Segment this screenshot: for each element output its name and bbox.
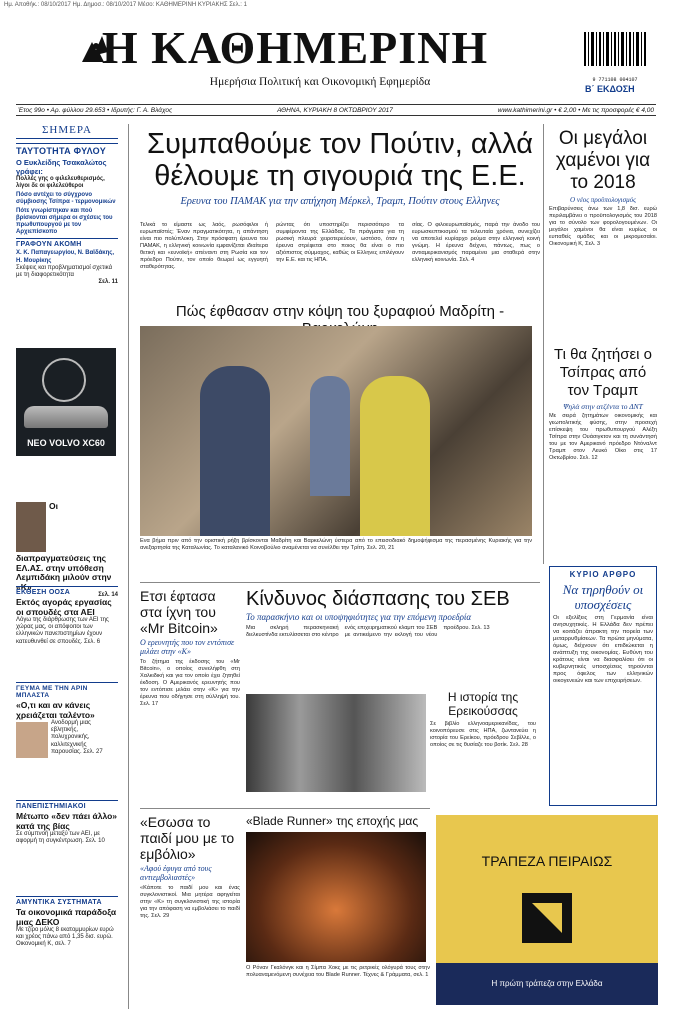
editorial-label: ΚΥΡΙΟ ΑΡΘΡΟ — [569, 570, 637, 579]
lead-subheadline: Ερευνα του ΠΑΜΑΚ για την απήχηση Μέρκελ, Τραμπ, Πούτιν στους Ελληνες — [180, 196, 500, 207]
section-divider — [140, 808, 430, 809]
piraeus-bank-advertisement[interactable] — [436, 815, 658, 1005]
barcelona-protest-photo[interactable] — [140, 326, 532, 536]
masthead-title: Η ΚΑΘΗΜΕΡΙΝΗ — [101, 22, 489, 73]
volvo-tagline: NEO VOLVO XC60 — [27, 438, 105, 448]
erekousa-story[interactable] — [430, 690, 536, 749]
sev-story[interactable] — [246, 588, 536, 655]
graph-summary: Σκέψεις και προβληματισμοί σχετικά με τη διαφορετικότητα — [16, 264, 113, 279]
interview-section: ΓΕΥΜΑ ΜΕ ΤΗΝ ΑΡΙΝ ΜΠΛΑΣΤΑ — [16, 682, 118, 699]
historic-photo[interactable] — [246, 694, 426, 792]
budget-body: Επιβαρύνσεις άνω των 1,8 δισ. ευρώ περιλαμβάνει ο προϋπολογισμός του 2018 για το σύνολο των φορολογουμένων. Οι μεγάλοι χαμένοι θα είναι κυρίως οι ευπαθείς ομάδες και οι μικρομεσαίοι. Οικονομική Κ, Σελ. 3 — [549, 206, 657, 247]
erekousa-headline: Η ιστορία της Ερεικούσσας — [447, 690, 519, 718]
info-bar — [16, 104, 656, 116]
blade-runner-story[interactable] — [246, 814, 430, 979]
archive-strip: Ημ. Αποθήκ.: 08/10/2017 Ημ. Δημοσ.: 08/10/2017 Μέσο: ΚΑΘΗΜΕΡΙΝΗ ΚΥΡΙΑΚΗΣ Σελ.: 1 — [4, 2, 247, 8]
bitcoin-story[interactable] — [140, 588, 240, 708]
person-photo — [16, 502, 46, 552]
volvo-logo-icon — [42, 358, 86, 402]
edition-label: Β΄ ΕΚΔΟΣΗ — [585, 84, 635, 94]
section-divider — [140, 582, 540, 583]
defense-section: ΑΜΥΝΤΙΚΑ ΣΥΣΤΗΜΑΤΑ — [16, 896, 118, 906]
lead-body-col1: Τελικά το είμαστε ως λαός, ρωσόφιλοι ή ευρωπαϊστές; Έναν πραγματικότητα, η απάντηση είναι πιο πολύπλοκη. Στην πρόσφατη έρευνα του ΠΑΜΑΚ, η ελληνική κοινωνία εμφανίζεται ιδιαίτερα θετική και «ευνοϊκή» απέναντι στη Ρωσία και τον πρόεδρο Πούτιν, τον οποίο θεωρεί ως εγγυητή σταθερότητας. — [140, 222, 268, 270]
section-identity: ΤΑΥΤΟΤΗΤΑ ΦΥΛΟΥ — [16, 143, 118, 156]
vaccine-body: «Κάποτε το παιδί μου και ένας συγκλονιστικοί. Μια μητέρα αφηγείται στην «Κ» τη συγκλονιστική της ιστορία για την απόφαση να εμβολιάσει το παιδί της. Σελ. 29 — [140, 885, 240, 919]
lead-headline[interactable]: Συμπαθούμε τον Πούτιν, αλλά θέλουμε τη σιγουριά της Ε.Ε. — [147, 128, 533, 192]
oosa-body: Λόγω της διάρθρωσης των ΑΕΙ της χώρας μας, οι απόφοιτοι των ελληνικών πανεπιστημίων έχουν κατευθυνθεί σε σπουδές. Σελ. 6 — [16, 617, 109, 645]
blade-runner-headline: «Blade Runner» της εποχής μας — [246, 814, 419, 828]
protester-figure — [200, 366, 270, 536]
interview-body: Ανοδορμή μιας εβλητικής, πολυχρονικής, καλλιτεχνικής παρουσίας. Σελ. 27 — [51, 720, 103, 755]
column-divider — [543, 124, 544, 564]
editorial-headline: Να τηρηθούν οι υποσχέσεις — [562, 582, 644, 612]
bitcoin-headline: Ετσι έφτασα στα ίχνη του «Mr Bitcoin» — [140, 588, 218, 636]
violence-section: ΠΑΝΕΠΙΣΤΗΜΙΑΚΟΙ — [16, 800, 118, 810]
issue-price: www.kathimerini.gr • € 2,00 • Με τις προσφορές € 4,00 — [497, 106, 654, 114]
budget-headline: Οι μεγάλοι χαμένοι για το 2018 — [555, 128, 651, 193]
car-image — [24, 406, 108, 428]
graph-page: Σελ. 11 — [98, 279, 118, 286]
column-divider — [128, 124, 129, 1009]
sev-subheadline: Το παρασκήνιο και οι υποψηφιότητες για την επόμενη προεδρία — [246, 612, 472, 622]
today-label: ΣΗΜΕΡΑ — [16, 124, 118, 139]
masthead-subtitle: Ημερήσια Πολιτική και Οικονομική Εφημερίδα — [209, 76, 431, 88]
lead-body-col2: ρώντας ότι υποστηρίζει περισσότερο τα συμφέροντα της Ελλάδας. Τα πράγματα για τη ρωσική πλευρά χειροτερεύουν, ωστόσο, όταν η έρευνα στρέφεται στο ποιος θα είναι ο πιο αξιόπιστος σύμμαχος, καθώς οι Ελληνες επιλέγουν την Ε.Ε. και τις ΗΠΑ. — [276, 222, 404, 263]
violence-story[interactable] — [16, 800, 118, 845]
interview-headline: «Ο,τι και αν κάνεις χρειάζεται ταλέντο» — [16, 700, 95, 720]
budget-subheadline: Ο νέος προϋπολογισμός — [570, 196, 636, 204]
editorial-body: Οι εξελίξεις στη Γερμανία είναι ανησυχητικές. Η Ελλάδα δεν πρέπει να κοιτάζει άπρακτη την πορεία των μεταρρυθμίσεων. Τα πρώτα μηνύματα, όμως, δείχνουν ότι επιδιώκεται η ανάπτυξη της οικονομίας. Ευθύνη του κράτους είναι να διασφαλίσει ότι οι κυβερνητικές υποσχέσεις τηρούνται προς όφελος των ελληνικών οικογενειών και των επιχειρήσεων. — [553, 615, 653, 684]
protester-figure — [360, 376, 430, 536]
erekousa-body: Σε βιβλίο ελληνοαμερικανίδας, του κοινοπόρευσε στις ΗΠΑ, ζωντανεύει η ιστορία του Ερείκου, πρόεδρου Σεβίλλε, ο οποίος σε τις θυσίαζε του βοτίκ. Σελ. 28 — [430, 721, 536, 748]
tsipras-body: Με σειρά ζητημάτων οικονομικής και γεωπολιτικής φύσης, στην προσεχή επίσκεψη του πρωθυπουργού Αλέξη Τσίπρα στην Ουάσιγκτον και τη συνάντησή του με τον Αμερικανό πρόεδρο Ντόναλντ Τραμπ στον Λευκό Οίκο στις 17 Οκτωβρίου. Σελ. 12 — [549, 413, 657, 461]
oosa-headline: Εκτός αγοράς εργασίας οι σπουδές στα ΑΕΙ — [16, 597, 112, 617]
bitcoin-subheadline: Ο ερευνητής που τον εντόπισε μιλάει στην «Κ» — [140, 638, 235, 656]
issue-date: ΑΘΗΝΑ, ΚΥΡΙΑΚΗ 8 ΟΚΤΩΒΡΙΟΥ 2017 — [277, 106, 393, 114]
bitcoin-body: Το ζήτημα της έκδοσης του «Mr Bitcoin», ο οποίος συνελήφθη στη Χαλκιδική και για τον οποίο έχει ζητηθεί έκδοση. Ο Αμερικανός ερευνητής που τον εντόπισε μιλάει στην «Κ» για την έρευνα που οδήγησε στη σύλληψή του. Σελ. 17 — [140, 659, 240, 707]
elas-headline: Οι διαπραγματεύσεις της ΕΛ.ΑΣ. στην υπόθεση Λεμπιδάκη μιλούν στην «Κ» — [16, 501, 112, 592]
section-graph: ΓΡΑΦΟΥΝ ΑΚΟΜΗ — [16, 238, 118, 248]
defense-story[interactable] — [16, 896, 118, 949]
editorial-box[interactable] — [549, 566, 657, 806]
vaccine-story[interactable] — [140, 814, 240, 920]
interview-story[interactable] — [16, 682, 118, 758]
oosa-section: ΕΚΘΕΣΗ ΟΟΣΑ — [16, 586, 118, 596]
barcode-number: 9 771108 004107 — [592, 77, 638, 83]
bank-logo-icon — [522, 893, 572, 943]
bullet-1: Πόσο αντέχει το σύγχρονο σύμβιοσης Τσίπρα - τερμονομικών — [16, 192, 116, 206]
bank-tagline: Η πρώτη τράπεζα στην Ελλάδα — [436, 963, 658, 1005]
graph-authors: Χ. Κ. Παπαγεωργίου, Ν. Βαϊδάκης, Η. Μουρίκης — [16, 250, 115, 264]
interview-photo — [16, 722, 48, 758]
tsipras-subheadline: Ψηλά στην ατζέντα το ΔΝΤ — [563, 402, 643, 411]
lead-body — [140, 222, 540, 271]
blade-runner-photo — [246, 832, 426, 962]
defense-body: Με τζίρο μόλις 8 εκατομμυρίων ευρώ και χρέος πάνω από 1,35 δισ. ευρώ. Οικονομική Κ, σελ. 7 — [16, 927, 114, 948]
volvo-advertisement[interactable] — [16, 348, 116, 456]
euklid-text: Πολλές γης ο φιλελευθερισμός, λίγοι δε οι φιλελεύθεροι — [16, 176, 105, 190]
violence-body: Σε σύμπνοή μεταξύ των ΑΕΙ, με αφορμή τη συγκέντρωση. Σελ. 10 — [16, 831, 105, 845]
tsipras-story[interactable] — [549, 346, 657, 462]
photo-headline[interactable]: Πώς έφθασαν στην κόψη του ξυραφιού Μαδρίτη - — [175, 303, 505, 320]
sev-headline: Κίνδυνος διάσπασης του ΣΕΒ — [246, 588, 510, 610]
vaccine-subheadline: «Αφού έφυγα από τους αντιεμβολιαστές» — [140, 864, 212, 882]
bullet-2: Πότε γνωρίστηκαν και πού βρίσκονται σήμερα οι σχέσεις του πρωθυπουργού με τον Αρχιεπίσκοπο — [16, 208, 113, 236]
vaccine-headline: «Εσωσα το παιδί μου με το εμβόλιο» — [140, 814, 235, 862]
protester-figure — [310, 376, 350, 496]
elas-page: Σελ. 14 — [98, 592, 118, 598]
issue-info: Έτος 99ο • Αρ. φύλλου 29.653 • Ιδρυτής: Γ. Α. Βλάχος — [18, 106, 173, 114]
lead-body-col3: σίας. Ο φιλοευρωπαϊσμός, παρά την άνοδο του ευρωσκεπτικισμού τα τελευταία χρόνια, συνεχίζει να αποτελεί κυρίαρχο ρεύμα στην ελληνική κοινή γνώμη. Η έρευνα δείχνει, πάντως, πως ο αντιαμερικανισμός παραμένει μια σταθερά στην ελληνική κοινωνία. Σελ. 4 — [412, 222, 540, 263]
elas-story[interactable] — [16, 502, 118, 599]
oosa-story[interactable] — [16, 586, 118, 646]
budget-story[interactable] — [549, 128, 657, 248]
barcode-image — [582, 32, 648, 82]
tsipras-headline: Τι θα ζητήσει ο Τσίπρας από τον Τραμπ — [553, 346, 653, 399]
euklid-heading[interactable]: Ο Ευκλείδης Τσακαλώτος γράφει: — [16, 158, 107, 176]
photo-caption: Ενα βήμα πριν από την οριστική ρήξη βρίσκονται Μαδρίτη και Βαρκελώνη ύστερα από το επεισοδιακό δημοψήφισμα της περασμένης Κυριακής για την ανεξαρτησία της Καταλωνίας. Το καταλανικό Κοινοβούλιο αναμένεται να συνέλθει την Τρίτη. Σελ. 20, 21 — [140, 538, 532, 551]
bank-name: ΤΡΑΠΕΖΑ ΠΕΙΡΑΙΩΣ — [481, 853, 613, 869]
blade-runner-caption: Ο Ρόναν Γκαλόνγκ και η Σίμπα Χοκς με τις ρετρικές ολόγυρά τους στην πολυαναμενόμενη συνέχεια του Blade Runner. Τέχνες & Γράμματα, σελ. 1 — [246, 965, 430, 978]
violence-headline: Μέτωπο «δεν πάει άλλο» κατά της βίας — [16, 811, 117, 831]
defense-headline: Τα οικονομικά παράδοξα μιας ΔΕΚΟ — [16, 907, 117, 927]
sev-body: Μια σκληρή περασκηνιακή διελκυστίνδα εκτυλίσσεται στο κέντρο ενός επιχειρηματικού κλαμπ του ΣΕΒ με αντικείμενο την εκλογή του νέου προέδρου. Σελ. 13 — [246, 625, 490, 638]
